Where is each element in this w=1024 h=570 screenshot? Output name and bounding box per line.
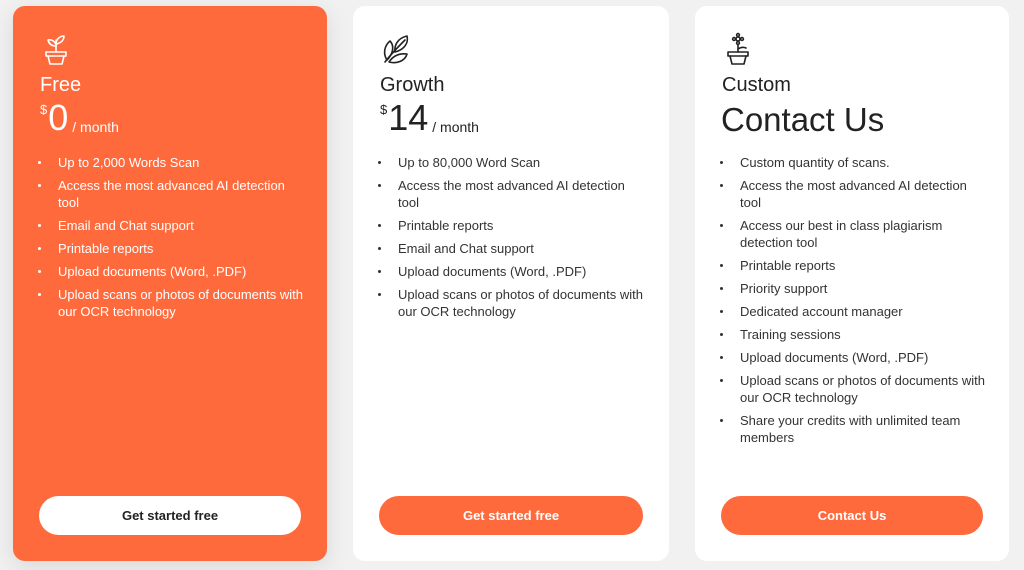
feature-item: Priority support [720, 280, 985, 297]
feature-item: Printable reports [378, 217, 645, 234]
plan-name: Growth [380, 74, 445, 96]
contact-headline: Contact Us [721, 101, 885, 138]
feature-item: Upload documents (Word, .PDF) [378, 263, 645, 280]
plan-price [40, 97, 119, 138]
feature-item: Custom quantity of scans. [720, 154, 985, 171]
feature-item: Access our best in class plagiarism detection tool [720, 217, 985, 251]
price-amount: 14 [388, 97, 429, 138]
feature-list [720, 154, 985, 452]
price-period: / month [72, 119, 119, 135]
feature-item: Upload scans or photos of documents with our OCR technology [378, 286, 645, 320]
get-started-free-button[interactable]: Get started free [39, 496, 301, 535]
price-period: / month [432, 119, 479, 135]
plan-name: Free [40, 74, 82, 96]
potted-sprout-icon [41, 32, 71, 66]
feature-list [378, 154, 645, 326]
pricing-card-free [13, 6, 327, 561]
feature-item: Share your credits with unlimited team members [720, 412, 985, 446]
leaves-icon [381, 32, 411, 66]
feature-item: Upload scans or photos of documents with our OCR technology [38, 286, 303, 320]
contact-us-button[interactable]: Contact Us [721, 496, 983, 535]
feature-item: Up to 2,000 Words Scan [38, 154, 303, 171]
feature-item: Training sessions [720, 326, 985, 343]
feature-item: Printable reports [720, 257, 985, 274]
feature-item: Access the most advanced AI detection tool [378, 177, 645, 211]
plan-name: Custom [722, 74, 791, 96]
feature-item: Printable reports [38, 240, 303, 257]
potted-flower-icon [723, 32, 753, 66]
feature-list [38, 154, 303, 326]
feature-item: Upload scans or photos of documents with our OCR technology [720, 372, 985, 406]
plan-price [380, 97, 479, 138]
feature-item: Email and Chat support [38, 217, 303, 234]
feature-item: Email and Chat support [378, 240, 645, 257]
feature-item: Access the most advanced AI detection tool [720, 177, 985, 211]
feature-item: Upload documents (Word, .PDF) [38, 263, 303, 280]
pricing-card-growth [353, 6, 669, 561]
feature-item: Up to 80,000 Word Scan [378, 154, 645, 171]
get-started-free-button[interactable]: Get started free [379, 496, 643, 535]
feature-item: Dedicated account manager [720, 303, 985, 320]
price-currency: $ [380, 102, 388, 117]
pricing-card-custom [695, 6, 1009, 561]
feature-item: Upload documents (Word, .PDF) [720, 349, 985, 366]
price-amount: 0 [48, 97, 69, 138]
feature-item: Access the most advanced AI detection tool [38, 177, 303, 211]
price-currency: $ [40, 102, 48, 117]
